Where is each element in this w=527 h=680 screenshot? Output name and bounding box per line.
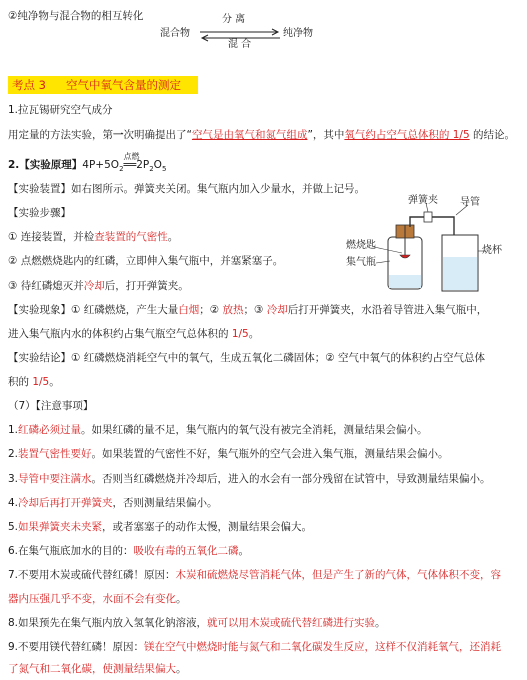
section-title: 空气中氧气含量的测定	[66, 78, 181, 92]
note-7-line-2: 器内压强几乎不变，水面不会有变化。	[8, 593, 187, 605]
lavoisier-title: 1.拉瓦锡研究空气成分	[8, 104, 113, 116]
principle-line: 2.【实验原理】$4P+5O_2$ 点燃 $══2P_2O_5$	[8, 152, 167, 174]
gas-bottle-label: 集气瓶	[346, 257, 376, 268]
delivery-tube-label: 导管	[460, 197, 480, 208]
conclusion-line-1: 【实验结论】① 红磷燃烧消耗空气中的氧气，生成五氧化二磷固体；② 空气中氧气的体积约占空气总体	[8, 352, 485, 364]
phenomenon-line-1: 【实验现象】① 红磷燃烧，产生大量白烟；② 放热；③ 冷却后打开弹簧夹，水沿着导管进入集气瓶中，	[8, 304, 488, 316]
lavoisier-paragraph: 用定量的方法实验，第一次明确提出了“空气是由氧气和氮气组成”，其中氧气约占空气总体积的 1/5 的结论。	[8, 129, 515, 141]
combustion-spoon-label: 燃烧匙	[346, 240, 376, 251]
notes-title: （7）【注意事项】	[8, 400, 94, 412]
conversion-arrows-icon	[198, 27, 282, 43]
mixture-label: 混合物	[160, 28, 190, 39]
phenomenon-line-2: 进入集气瓶内水的体积约占集气瓶空气总体积的 1/5。	[8, 328, 260, 340]
conclusion-line-2: 积的 1/5。	[8, 376, 60, 388]
note-6: 6.在集气瓶底加水的目的：吸收有毒的五氧化二磷。	[8, 545, 250, 557]
note-7-line-1: 7.不要用木炭或硫代替红磷！原因：木炭和硫燃烧尽管消耗气体，但是产生了新的气体，气体体积不变，容	[8, 569, 502, 581]
beaker-label: 烧杯	[482, 245, 502, 256]
note-5: 5.如果弹簧夹未夹紧，或者塞塞子的动作太慢，测量结果会偏大。	[8, 521, 313, 533]
section-header	[8, 76, 198, 94]
conversion-heading: ②纯净物与混合物的相互转化	[8, 10, 144, 22]
note-8: 8.如果预先在集气瓶内放入氢氧化钠溶液，就可以用木炭或硫代替红磷进行实验。	[8, 617, 386, 629]
step-1: ① 连接装置，并检查装置的气密性。	[8, 231, 179, 243]
separate-label: 分 离	[222, 14, 246, 25]
note-4: 4.冷却后再打开弹簧夹，否则测量结果偏小。	[8, 497, 218, 509]
reaction-arrow: 点燃 ══	[123, 152, 140, 171]
step-3: ③ 待红磷熄灭并冷却后，打开弹簧夹。	[8, 280, 189, 292]
steps-title: 【实验步骤】	[8, 207, 71, 219]
note-9-line-1: 9.不要用镁代替红磷！原因：镁在空气中燃烧时能与氮气和二氧化碳发生反应，这样不仅消耗氧气，还消耗	[8, 641, 502, 653]
apparatus-figure	[346, 195, 518, 295]
section-number: 考点 3	[12, 78, 46, 92]
step-2: ② 点燃燃烧匙内的红磷，立即伸入集气瓶中，并塞紧塞子。	[8, 255, 284, 267]
note-9-line-2: 了氮气和二氧化碳，使测量结果偏大。	[8, 663, 187, 675]
pure-substance-label: 纯净物	[283, 28, 313, 39]
apparatus-line: 【实验装置】如右图所示。弹簧夹关闭。集气瓶内加入少量水，并做上记号。	[8, 183, 365, 195]
note-3: 3.导管中要注满水。否则当红磷燃烧并冷却后，进入的水会有一部分残留在试管中，导致测量结果偏小。	[8, 473, 491, 485]
combine-label: 混 合	[228, 39, 252, 50]
note-1: 1.红磷必须过量。如果红磷的量不足，集气瓶内的氧气没有被完全消耗，测量结果会偏小。	[8, 424, 428, 436]
note-2: 2.装置气密性要好。如果装置的气密性不好，集气瓶外的空气会进入集气瓶，测量结果会偏小。	[8, 448, 449, 460]
spring-clip-label: 弹簧夹	[408, 195, 438, 206]
